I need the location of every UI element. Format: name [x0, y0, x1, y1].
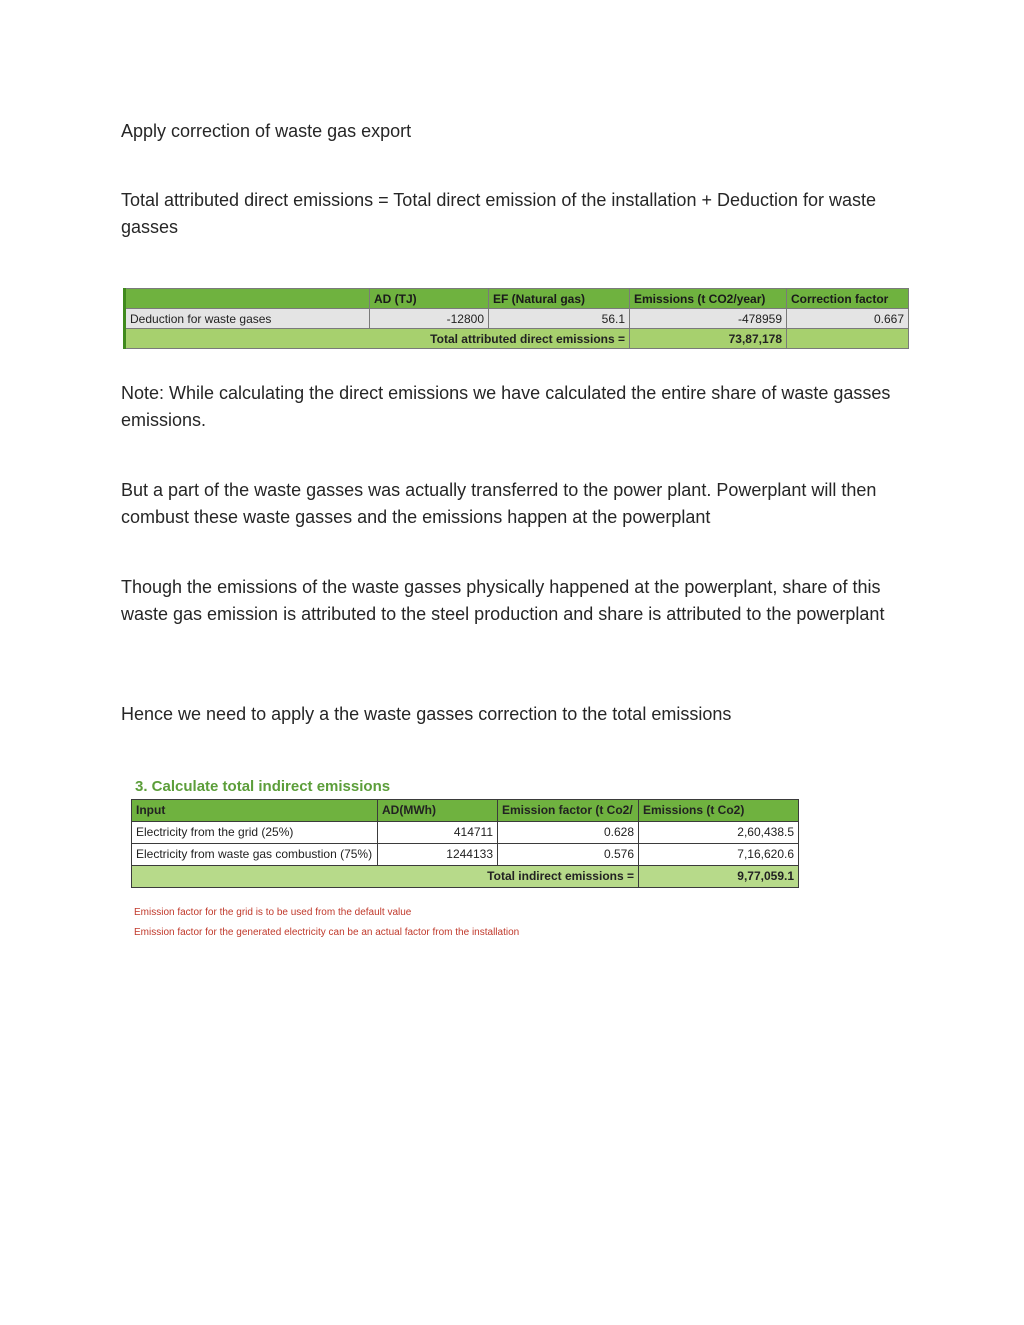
header-cell	[125, 289, 370, 309]
total-label: Total indirect emissions =	[132, 866, 639, 888]
para-intro: Apply correction of waste gas export	[121, 121, 412, 141]
header-cell: Emission factor (t Co2/	[498, 800, 639, 822]
table-row	[132, 844, 799, 866]
header-cell: EF (Natural gas)	[489, 289, 630, 309]
correction-factor-cell: 0.667	[787, 309, 909, 329]
note-generated-factor: Emission factor for the generated electricity can be an actual factor from the installation	[134, 927, 520, 938]
section3-title: 3. Calculate total indirect emissions	[135, 778, 391, 795]
emissions-cell: 2,60,438.5	[639, 822, 799, 844]
table-header-row	[132, 800, 799, 822]
header-cell: Emissions (t CO2/year)	[630, 289, 787, 309]
table-row	[132, 822, 799, 844]
para-attribution: Though the emissions of the waste gasses physically happened at the powerplant, share of this waste gas emission is attributed to the steel production and share is attributed to the powerplant	[121, 577, 885, 624]
header-cell: Emissions (t Co2)	[639, 800, 799, 822]
header-cell: Input	[132, 800, 378, 822]
para-conclusion: Hence we need to apply a the waste gasses correction to the total emissions	[121, 704, 732, 724]
ef-cell: 0.628	[498, 822, 639, 844]
empty-cell	[787, 329, 909, 349]
emissions-cell: -478959	[630, 309, 787, 329]
emissions-cell: 7,16,620.6	[639, 844, 799, 866]
table-header-row	[125, 289, 909, 309]
total-label: Total attributed direct emissions =	[125, 329, 630, 349]
total-row	[125, 329, 909, 349]
para-note: Note: While calculating the direct emissions we have calculated the entire share of waste gasses emissions.	[121, 383, 891, 430]
ef-cell: 56.1	[489, 309, 630, 329]
ad-cell: -12800	[370, 309, 489, 329]
para-formula: Total attributed direct emissions = Total direct emission of the installation + Deduction for waste gasses	[121, 190, 877, 237]
header-cell: Correction factor	[787, 289, 909, 309]
input-cell: Electricity from the grid (25%)	[132, 822, 378, 844]
ad-cell: 1244133	[378, 844, 498, 866]
total-value: 9,77,059.1	[639, 866, 799, 888]
para-transfer: But a part of the waste gasses was actually transferred to the power plant. Powerplant will then combust these waste gasses and the emissions happen at the powerplant	[121, 480, 877, 527]
indirect-emissions-table	[131, 799, 799, 888]
total-row	[132, 866, 799, 888]
ad-cell: 414711	[378, 822, 498, 844]
input-cell: Electricity from waste gas combustion (75%)	[132, 844, 378, 866]
note-grid-factor: Emission factor for the grid is to be used from the default value	[134, 907, 412, 918]
waste-gas-deduction-table	[123, 288, 909, 349]
header-cell: AD (TJ)	[370, 289, 489, 309]
table-row	[125, 309, 909, 329]
header-cell: AD(MWh)	[378, 800, 498, 822]
total-value: 73,87,178	[630, 329, 787, 349]
row-label: Deduction for waste gases	[125, 309, 370, 329]
ef-cell: 0.576	[498, 844, 639, 866]
